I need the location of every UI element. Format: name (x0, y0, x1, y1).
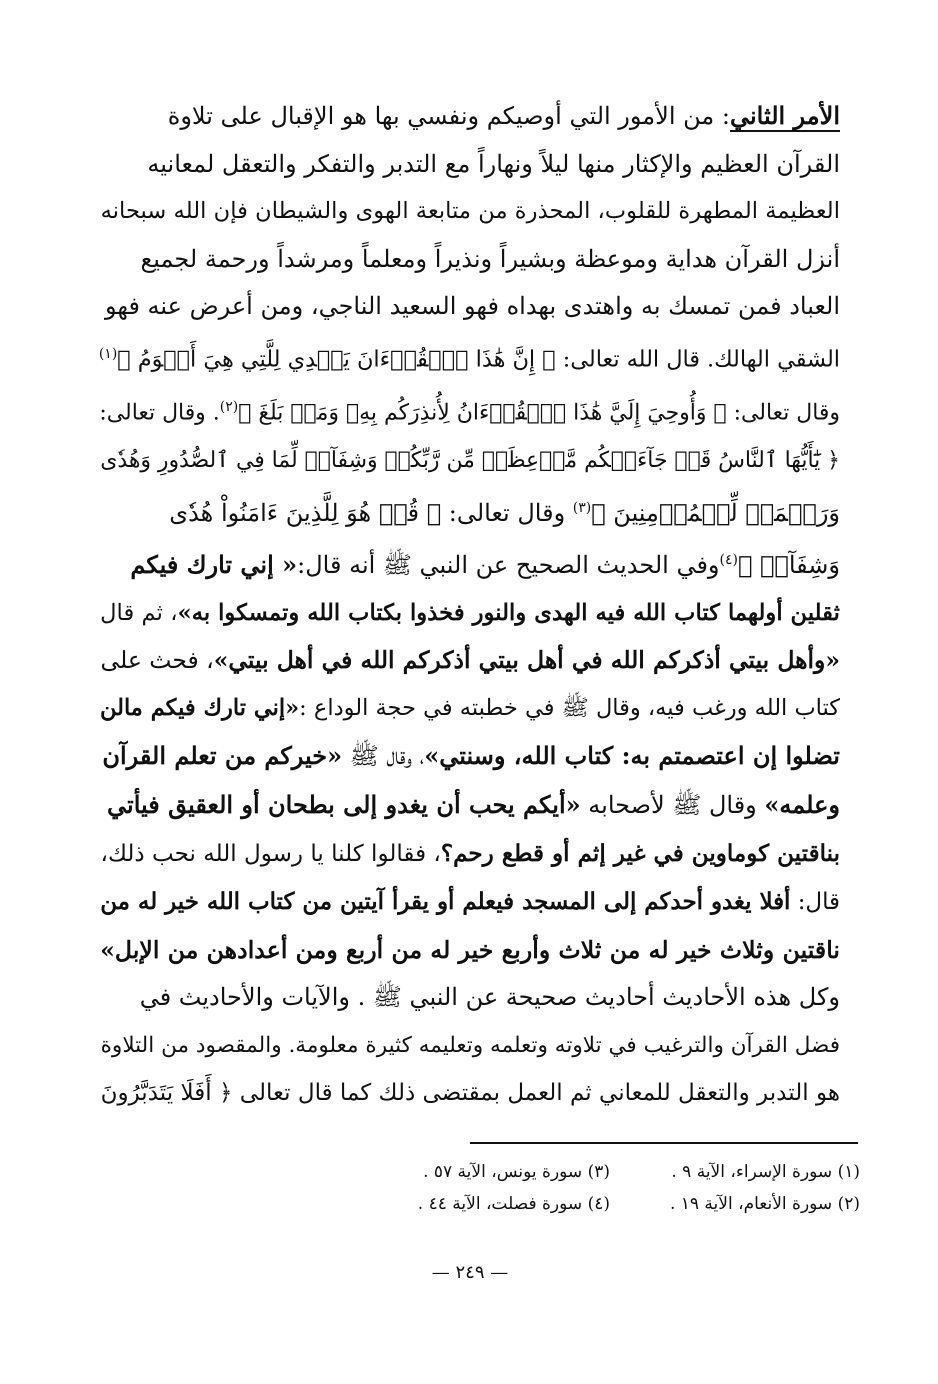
page-number: — ٢٤٩ — (431, 1262, 509, 1283)
hadith-quote: «إني تارك فيكم مالن (99, 694, 300, 721)
hadith-quote: «أيكم يحب أن يغدو إلى بطحان أو العقيق فيأتي (107, 790, 581, 820)
text-run: وكل هذه الأحاديث أحاديث صحيحة عن النبي ﷺ . والآيات والأحاديث في (139, 983, 840, 1012)
hadith-quote: تضلوا إن اعتصمتم به: كتاب الله، وسنتي» (424, 741, 840, 771)
footnote-3: (٣) سورة يونس، الآية ٥٧ . (423, 1162, 610, 1182)
text-run: ، ثم قال (100, 599, 178, 626)
text-line (100, 637, 840, 685)
text-line (100, 1070, 840, 1118)
text-line (100, 485, 840, 538)
text-run: وفي الحديث الصحيح عن النبي ﷺ أنه قال: (297, 551, 720, 580)
footnote-separator (470, 1142, 858, 1144)
text-run: وقال تعالى: ﴿ قُلۡ هُوَ لِلَّذِينَ ءَامَنُواْ هُدٗى (169, 498, 573, 527)
text-line (100, 878, 840, 927)
footnote-row (360, 1188, 860, 1220)
footnote-4: (٤) سورة فصلت، الآية ٤٤ . (417, 1194, 610, 1214)
text-line (100, 781, 840, 830)
text-run: ، فقالوا كلنا يا رسول الله نحب ذلك، (100, 840, 441, 867)
text-line (100, 590, 840, 638)
footnote-marker: (٣) (572, 499, 592, 516)
text-line (100, 830, 840, 879)
text-run: ، فحث على (100, 646, 214, 675)
hadith-quote: «وأهل بيتي أذكركم الله في أهل بيتي أذكركم الله في أهل بيتي» (213, 646, 840, 675)
text-line (100, 537, 840, 590)
text-line (100, 188, 840, 236)
footnote-marker: (٤) (719, 552, 738, 569)
footnote-marker: (١) (98, 345, 118, 362)
footnote-row (360, 1156, 860, 1188)
text-run: كتاب الله ورغب فيه، وقال ﷺ في خطبته في حجة الوداع : (299, 694, 840, 721)
text-run: الشقي الهالك. قال الله تعالى: ﴿ إِنَّ هَٰذَا ٱلۡقُرۡءَانَ يَهۡدِي لِلَّتِي هِيَ أَقۡوَمُ ﴾ (117, 346, 840, 373)
text-run: وَشِفَآءٞ ﴾ (738, 551, 840, 580)
text-run: . وقال تعالى: (99, 400, 220, 426)
hadith-quote: أفلا يغدو أحدكم إلى المسجد فيعلم أو يقرأ آيتين من كتاب الله خير له من (100, 888, 791, 916)
text-line (100, 141, 840, 189)
text-run: هو التدبر والتعقل للمعاني ثم العمل بمقتضى ذلك كما قال تعالى ﴿ أَفَلَا يَتَدَبَّرُونَ (100, 1079, 840, 1106)
hadith-quote: وعلمه» (764, 790, 840, 820)
main-text (100, 92, 840, 1117)
text-run: القرآن العظيم والإكثار منها ليلاً ونهاراً مع التدبر والتفكر والتعقل لمعانيه (147, 149, 840, 178)
text-run: العباد فمن تمسك به واهتدى بهداه فهو السعيد الناجي، ومن أعرض عنه فهو (104, 292, 840, 321)
text-run: ﴿ يَٰٓأَيُّهَا ٱلنَّاسُ قَدۡ جَآءَتۡكُم مَّوۡعِظَةٞ مِّن رَّبِّكُمۡ وَشِفَآءٞ لِّمَا فِي ٱلصُّدُورِ وَهُدٗى (100, 447, 840, 473)
text-run: العظيمة المطهرة للقلوب، المحذرة من متابعة الهوى والشيطان فإن الله سبحانه (100, 198, 840, 225)
text-run: وقال ﷺ لأصحابه (580, 791, 765, 820)
text-line (100, 331, 840, 384)
text-run: قال: (790, 889, 840, 916)
hadith-quote: بناقتين كوماوين في غير إثم أو قطع رحم؟ (440, 839, 840, 867)
text-run: وَرَحۡمَةٞ لِّلۡمُؤۡمِنِينَ ﴾ (591, 498, 840, 527)
text-run: فضل القرآن والترغيب في تلاوته وتعلمه وتعليمه كثيرة معلومة. والمقصود من التلاوة (100, 1033, 840, 1059)
footnote-marker: (٢) (219, 399, 239, 416)
text-line (100, 974, 840, 1022)
text-line (100, 437, 840, 485)
hadith-quote: « إني تارك فيكم (130, 550, 298, 580)
footnotes (360, 1156, 860, 1220)
text-run: وقال تعالى: ﴿ وَأُوحِيَ إِلَيَّ هَٰذَا ٱلۡقُرۡءَانُ لِأُنذِرَكُم بِهِۦ وَمَنۢ بَلَغَ ﴾ (238, 400, 840, 426)
text-line (100, 236, 840, 284)
text-run: : من الأمور التي أوصيكم ونفسي بها هو الإقبال على تلاوة (167, 102, 730, 130)
text-line (100, 283, 840, 331)
section-heading: الأمر الثاني (729, 101, 840, 130)
hadith-quote: ناقتين وثلاث خير له من ثلاث وأربع خير له من أربع ومن أعدادهن من الإبل» (100, 935, 840, 964)
footnote-2: (٢) سورة الأنعام، الآية ١٩ . (669, 1194, 860, 1214)
hadith-quote: ثقلين أولهما كتاب الله فيه الهدى والنور فخذوا بكتاب الله وتمسكوا به» (177, 599, 840, 626)
text-line (100, 1022, 840, 1070)
text-run: ، وقال ﷺ (342, 742, 425, 771)
text-line (100, 685, 840, 733)
text-line (100, 384, 840, 437)
text-line (100, 927, 840, 975)
hadith-quote: «خيركم من تعلم القرآن (102, 741, 343, 771)
text-line (100, 92, 840, 141)
text-run: أنزل القرآن هداية وموعظة وبشيراً ونذيراً ومعلماً ومرشداً ورحمة لجميع (140, 244, 840, 273)
text-line (100, 732, 840, 781)
footnote-1: (١) سورة الإسراء، الآية ٩ . (671, 1162, 860, 1182)
